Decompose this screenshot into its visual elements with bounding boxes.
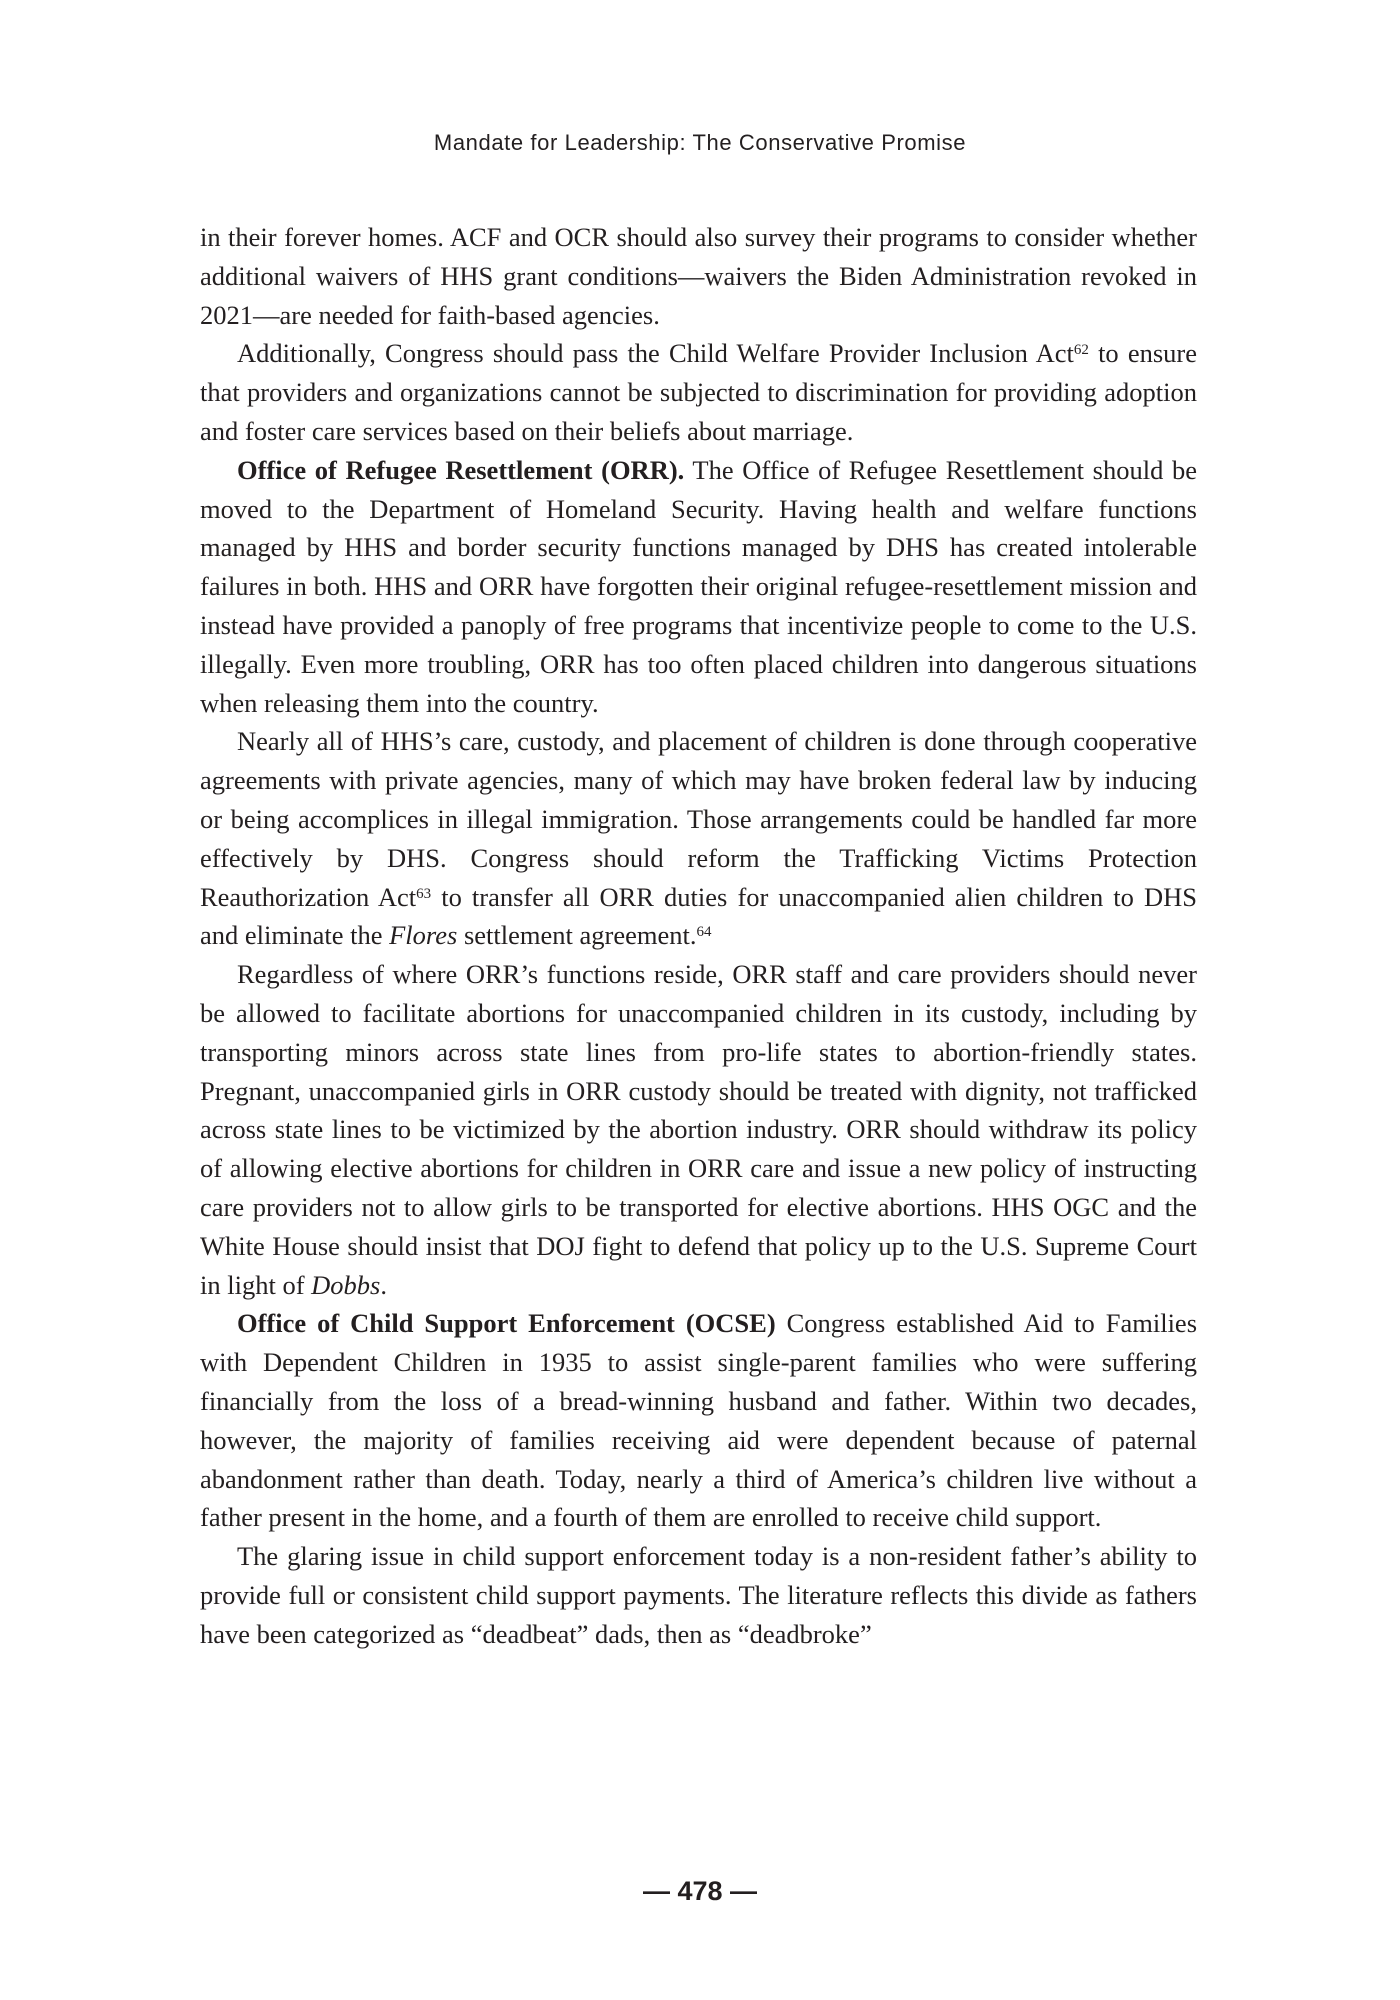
paragraph-text: to transfer all ORR duties for unaccompanied alien children to DHS and eliminate the	[200, 881, 1197, 951]
footnote-ref-63: 63	[416, 885, 432, 902]
paragraph-text: Additionally, Congress should pass the Child Welfare Provider Inclusion Act	[237, 338, 1074, 369]
paragraph-text: settlement agreement.	[457, 920, 697, 951]
paragraph-child-support-issue	[200, 1537, 1197, 1653]
section-heading-orr: Office of Refugee Resettlement (ORR).	[237, 454, 685, 485]
paragraph-continuation	[200, 218, 1197, 334]
italic-dobbs: Dobbs	[311, 1269, 381, 1300]
paragraph-text: Congress established Aid to Families with Dependent Children in 1935 to assist single-parent families who were suffering financially from the loss of a bread-winning husband and father. Within two decades, however, the majority of families receiving aid were dependent because of paternal abandonment rather than death. Today, nearly a third of America’s children live without a father present in the home, and a fourth of them are enrolled to receive child support.	[200, 1308, 1198, 1533]
paragraph-text: Nearly all of HHS’s care, custody, and placement of children is done through cooperative agreements with private agencies, many of which may have broken federal law by inducing or being accomplices in illegal immigration. Those arrangements could be handled far more effectively by DHS. Congress should reform the Trafficking Victims Protection Reauthorization Act	[200, 726, 1197, 912]
paragraph-text: The Office of Refugee Resettlement should be moved to the Department of Homeland Security. Having health and welfare functions managed by HHS and border security functions managed by DHS has created intolerable failures in both. HHS and ORR have forgotten their original refugee-resettlement mission and instead have provided a panoply of free programs that incentivize people to come to the U.S. illegally. Even more troubling, ORR has too often placed children into dangerous situations when releasing them into the country.	[200, 454, 1197, 718]
body-text	[200, 218, 1197, 1653]
paragraph-hhs-custody	[200, 722, 1197, 955]
footnote-ref-62: 62	[1073, 342, 1089, 359]
paragraph-text: in their forever homes. ACF and OCR should also survey their programs to consider whether additional waivers of HHS grant conditions—waivers the Biden Administration revoked in 2021—are needed for faith-based agencies.	[200, 222, 1197, 330]
paragraph-orr-abortion	[200, 955, 1197, 1304]
running-header: Mandate for Leadership: The Conservative Promise	[433, 130, 967, 155]
paragraph-text: .	[380, 1269, 387, 1300]
paragraph-ocse	[200, 1304, 1197, 1537]
paragraph-provider-inclusion	[200, 334, 1197, 450]
paragraph-text: The glaring issue in child support enforcement today is a non-resident father’s ability to provide full or consistent child support payments. The literature reflects this divide as fathers have been categorized as “deadbeat” dads, then as “deadbroke”	[200, 1541, 1197, 1649]
paragraph-orr	[200, 451, 1197, 723]
italic-flores: Flores	[389, 920, 458, 951]
paragraph-text: to ensure that providers and organizations cannot be subjected to discrimination for providing adoption and foster care services based on their beliefs about marriage.	[200, 338, 1197, 446]
footnote-ref-64: 64	[696, 924, 712, 941]
paragraph-text: Regardless of where ORR’s functions reside, ORR staff and care providers should never be allowed to facilitate abortions for unaccompanied children in its custody, including by transporting minors across state lines from pro-life states to abortion-friendly states. Pregnant, unaccompanied girls in ORR custody should be treated with dignity, not trafficked across state lines to be victimized by the abortion industry. ORR should withdraw its policy of allowing elective abortions for children in ORR care and issue a new policy of instructing care providers not to allow girls to be transported for elective abortions. HHS OGC and the White House should insist that DOJ fight to defend that policy up to the U.S. Supreme Court in light of	[200, 959, 1197, 1300]
page-number: — 478 —	[642, 1876, 758, 1906]
section-heading-ocse: Office of Child Support Enforcement (OCSE)	[237, 1308, 776, 1339]
